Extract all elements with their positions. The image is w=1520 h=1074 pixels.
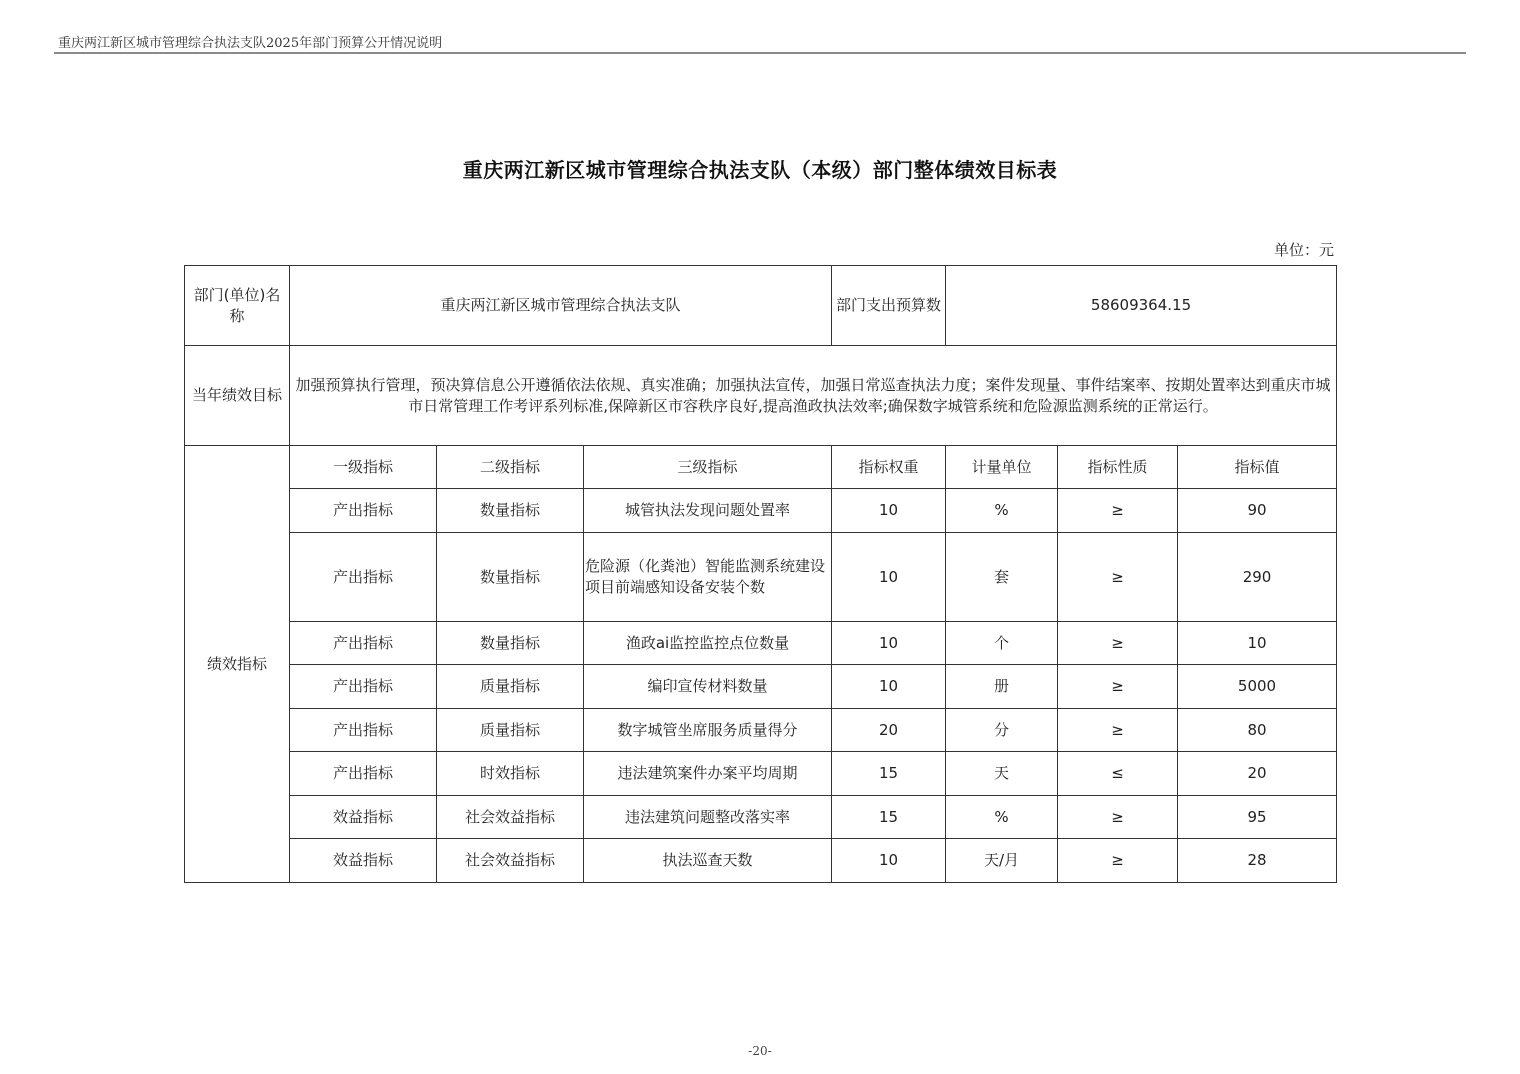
dept-name-value: 重庆两江新区城市管理综合执法支队 <box>290 266 832 346</box>
header-level1: 一级指标 <box>290 446 437 489</box>
table-row <box>185 752 1337 796</box>
indicator-section-label: 绩效指标 <box>185 446 290 883</box>
header-unit: 计量单位 <box>946 446 1058 489</box>
value-cell: 10 <box>1178 622 1337 665</box>
level3-cell: 城管执法发现问题处置率 <box>584 489 832 533</box>
table-row <box>185 622 1337 665</box>
weight-cell: 15 <box>832 752 946 796</box>
level2-cell: 社会效益指标 <box>437 839 584 883</box>
weight-cell: 10 <box>832 665 946 709</box>
level2-cell: 质量指标 <box>437 709 584 752</box>
nature-cell: ≥ <box>1058 796 1178 839</box>
level1-cell: 产出指标 <box>290 489 437 533</box>
table-row <box>185 665 1337 709</box>
nature-cell: ≥ <box>1058 622 1178 665</box>
weight-cell: 10 <box>832 533 946 622</box>
budget-label: 部门支出预算数 <box>832 266 946 346</box>
header-nature: 指标性质 <box>1058 446 1178 489</box>
weight-cell: 10 <box>832 839 946 883</box>
level2-cell: 数量指标 <box>437 489 584 533</box>
value-cell: 95 <box>1178 796 1337 839</box>
unit-cell: % <box>946 489 1058 533</box>
value-cell: 80 <box>1178 709 1337 752</box>
unit-cell: % <box>946 796 1058 839</box>
header-rule <box>54 52 1466 54</box>
page-title: 重庆两江新区城市管理综合执法支队（本级）部门整体绩效目标表 <box>462 158 1058 182</box>
level3-cell: 违法建筑问题整改落实率 <box>584 796 832 839</box>
level2-cell: 数量指标 <box>437 533 584 622</box>
level3-cell: 危险源（化粪池）智能监测系统建设项目前端感知设备安装个数 <box>584 533 832 622</box>
value-cell: 5000 <box>1178 665 1337 709</box>
table-row <box>185 709 1337 752</box>
unit-cell: 册 <box>946 665 1058 709</box>
dept-row <box>185 266 1337 346</box>
value-cell: 28 <box>1178 839 1337 883</box>
unit-label: 单位：元 <box>1273 241 1334 259</box>
header-level3: 三级指标 <box>584 446 832 489</box>
value-cell: 290 <box>1178 533 1337 622</box>
nature-cell: ≥ <box>1058 665 1178 709</box>
unit-cell: 个 <box>946 622 1058 665</box>
level1-cell: 效益指标 <box>290 839 437 883</box>
goal-text: 加强预算执行管理，预决算信息公开遵循依法依规、真实准确；加强执法宣传，加强日常巡查执法力度；案件发现量、事件结案率、按期处置率达到重庆市城市日常管理工作考评系列标准,保障新区市容秩序良好,提高渔政执法效率;确保数字城管系统和危险源监测系统的正常运行。 <box>290 346 1337 446</box>
dept-name-label: 部门(单位)名称 <box>185 266 290 346</box>
level1-cell: 产出指标 <box>290 709 437 752</box>
nature-cell: ≥ <box>1058 709 1178 752</box>
nature-cell: ≥ <box>1058 489 1178 533</box>
value-cell: 90 <box>1178 489 1337 533</box>
nature-cell: ≤ <box>1058 752 1178 796</box>
goal-row <box>185 346 1337 446</box>
level3-cell: 编印宣传材料数量 <box>584 665 832 709</box>
performance-table <box>184 265 1337 883</box>
value-cell: 20 <box>1178 752 1337 796</box>
level1-cell: 产出指标 <box>290 752 437 796</box>
level1-cell: 效益指标 <box>290 796 437 839</box>
level1-cell: 产出指标 <box>290 622 437 665</box>
nature-cell: ≥ <box>1058 839 1178 883</box>
goal-label: 当年绩效目标 <box>185 346 290 446</box>
running-header: 重庆两江新区城市管理综合执法支队2025年部门预算公开情况说明 <box>58 36 443 51</box>
budget-value: 58609364.15 <box>946 266 1337 346</box>
unit-cell: 套 <box>946 533 1058 622</box>
table-row <box>185 796 1337 839</box>
header-value: 指标值 <box>1178 446 1337 489</box>
table-row <box>185 489 1337 533</box>
unit-cell: 天/月 <box>946 839 1058 883</box>
weight-cell: 20 <box>832 709 946 752</box>
level2-cell: 数量指标 <box>437 622 584 665</box>
table-row <box>185 533 1337 622</box>
level3-cell: 执法巡查天数 <box>584 839 832 883</box>
header-weight: 指标权重 <box>832 446 946 489</box>
level2-cell: 社会效益指标 <box>437 796 584 839</box>
indicator-header-row <box>185 446 1337 489</box>
table-row <box>185 839 1337 883</box>
level3-cell: 违法建筑案件办案平均周期 <box>584 752 832 796</box>
weight-cell: 10 <box>832 622 946 665</box>
level1-cell: 产出指标 <box>290 533 437 622</box>
weight-cell: 10 <box>832 489 946 533</box>
level1-cell: 产出指标 <box>290 665 437 709</box>
weight-cell: 15 <box>832 796 946 839</box>
page-number: -20- <box>748 1044 772 1058</box>
unit-cell: 天 <box>946 752 1058 796</box>
unit-cell: 分 <box>946 709 1058 752</box>
header-level2: 二级指标 <box>437 446 584 489</box>
level2-cell: 质量指标 <box>437 665 584 709</box>
nature-cell: ≥ <box>1058 533 1178 622</box>
level3-cell: 数字城管坐席服务质量得分 <box>584 709 832 752</box>
level3-cell: 渔政ai监控监控点位数量 <box>584 622 832 665</box>
level2-cell: 时效指标 <box>437 752 584 796</box>
